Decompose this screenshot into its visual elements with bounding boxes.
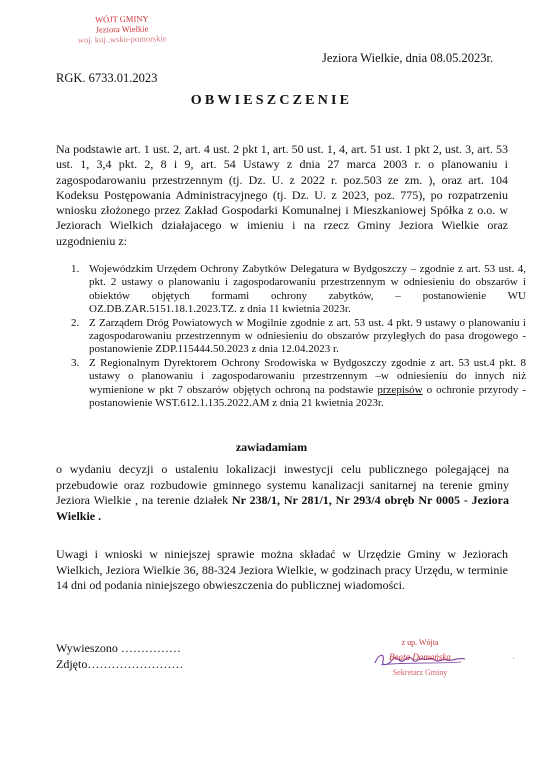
agreement-item (71, 263, 526, 317)
agreement-item (71, 356, 526, 411)
stamp-line-2: Jeziora Wielkie (95, 23, 149, 35)
removed-label: Zdjęto…………………… (56, 657, 184, 671)
agreement-text: Z Zarządem Dróg Powiatowych w Mogilnie zgodnie z art. 53 ust. 4 pkt. 9 ustawy o planowaniu i zagospodarowaniu przestrzennym w odniesieniu do obszarów przyległych do pasa drogowego - postanowienie ZDP.115444.50.2023 z dnia 12.04.2023 r. (89, 316, 526, 356)
agreement-number: 2. (71, 316, 80, 329)
edge-mark: · (512, 654, 516, 665)
decision-heading: zawiadamiam (235, 440, 308, 454)
agreement-text-end: o ochronie przyrody - postanowienie WST.612.1.135.2022.AM z dnia 21 kwietnia 2023r. (89, 383, 526, 410)
comments-notice: Uwagi i wnioski w niniejszej sprawie można składać w Urzędzie Gminy w Jeziorach Wielkich, Jeziora Wielkie 36, 88-324 Jeziora Wielkie, w godzinach pracy Urzędu, w terminie 14 dni od podania niniejszego obwieszczenia do publicznej wiadomości. (56, 547, 508, 592)
decision-text: o wydaniu decyzji o ustaleniu lokalizacji inwestycji celu publicznego polegającej na przebudowie oraz rozbudowie gminnego systemu kanalizacji sanitarnej na terenie gminy Jeziora Wielkie , na terenie działek (56, 462, 509, 507)
agreement-text: Wojewódzkim Urzędem Ochrony Zabytków Delegatura w Bydgoszczy – zgodnie z art. 53 ust. 4, pkt. 2 ustawy o planowaniu i zagospodarowaniu przestrzennym w odniesieniu do obszarów i obiektów objętych formami ochrony zabytków, – postanowienie WU OZ.DB.ZAR.5151.18.1.2023.TZ. z dnia 11 kwietnia 2023r. (89, 263, 526, 316)
place-and-date: Jeziora Wielkie, dnia 08.05.2023r. (322, 51, 494, 65)
agreement-number: 1. (71, 263, 80, 275)
signature-prefix: z up. Wójta (401, 638, 439, 647)
signature-title: Sekretarz Gminy (392, 668, 448, 677)
stamp-line-3: woj. kuj..wsko-pomorskie (77, 33, 167, 45)
reference-number: RGK. 6733.01.2023 (56, 71, 158, 85)
signature-name: Beata Domańska (389, 652, 451, 662)
parcel-numbers: Nr 238/1, Nr 281/1, Nr 293/4 obręb Nr 0005 - Jeziora Wielkie . (56, 493, 509, 523)
posted-label: Wywieszono …………… (56, 641, 181, 655)
legal-basis-paragraph: Na podstawie art. 1 ust. 2, art. 4 ust. 2 pkt 1, art. 50 ust. 1, 4, art. 51 ust. 1 pkt 2, ust. 3, art. 53 ust. 1, 3,4 pkt. 2, 8 i 9, art. 54 Ustawy z dnia 27 marca 2003 r. o planowaniu i zagospodarowaniu przestrzennym (tj. Dz. U. z 2022 r. poz.503 ze zm. ), oraz art. 104 Kodeksu Postępowania Administracyjnego (tj. Dz. U. z 2023, poz. 775), po rozpatrzeniu wniosku złożonego przez Zakład Gospodarki Komunalnej i Mieszkaniowej Spółka z o.o. w Jeziorach Wielkich działajacego w imieniu i na rzecz Gminy Jeziora Wielkie oraz uzgodnieniu z: (56, 142, 508, 248)
document-title: OBWIESZCZENIE (190, 93, 353, 108)
agreements-list (71, 263, 526, 410)
stamp-line-1: WÓJT GMINY (95, 13, 149, 25)
agreement-text-underlined: przepisów (377, 383, 423, 396)
official-stamp (70, 13, 175, 45)
posting-record (56, 640, 183, 672)
agreement-number: 3. (71, 356, 80, 369)
agreement-text-start: Z Regionalnym Dyrektorem Ochrony Srodowiska w Bydgoszczy zgodnie z art. 53 ust.4 pkt. 8 ustawy o planowaniu i zagospodarowaniu przestrzennym –w odniesieniu do innych niż wymienione w pkt 7 obszarów objętych ochroną na podstawie (89, 356, 526, 396)
signature-stamp (370, 638, 470, 677)
decision-paragraph (56, 462, 509, 524)
agreement-item (71, 316, 526, 357)
